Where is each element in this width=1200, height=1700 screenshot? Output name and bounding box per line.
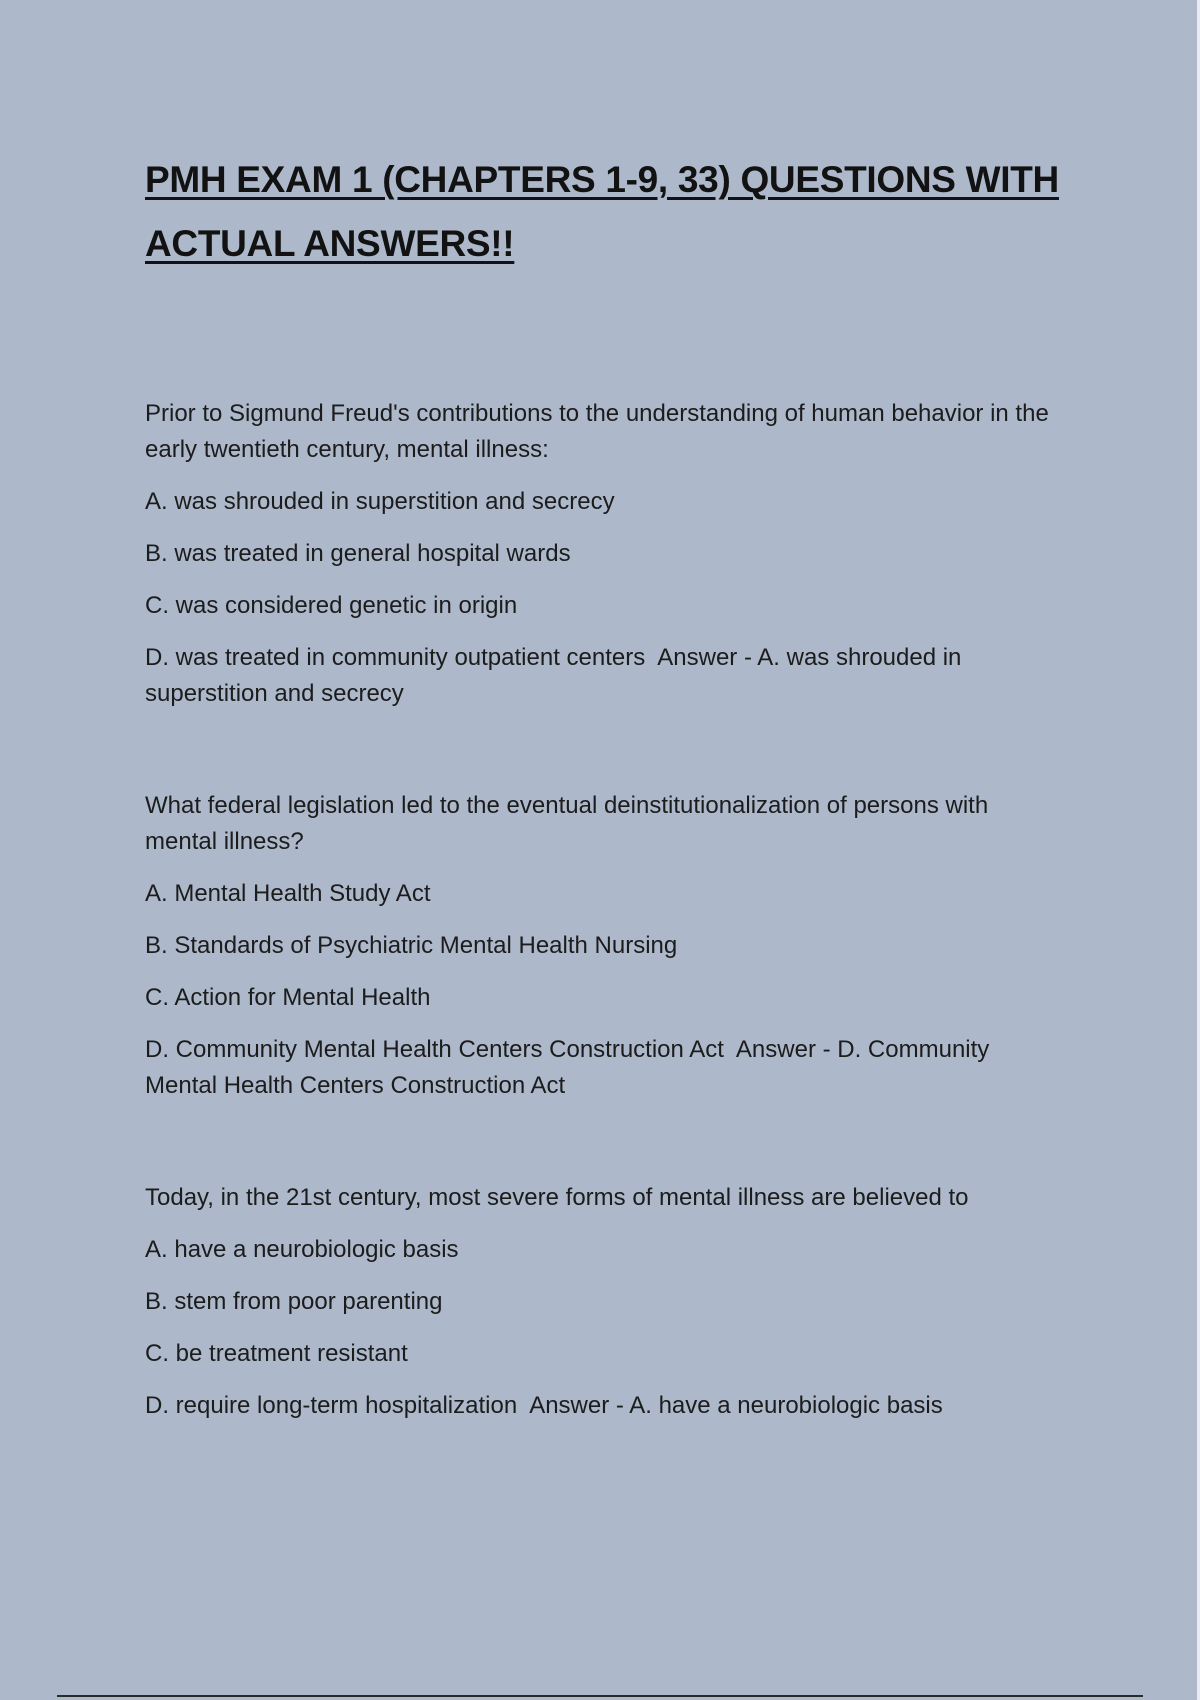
document-title: PMH EXAM 1 (CHAPTERS 1-9, 33) QUESTIONS WITH ACTUAL ANSWERS!!: [145, 159, 1059, 264]
option-a: A. was shrouded in superstition and secrecy: [145, 488, 615, 515]
option-b: B. stem from poor parenting: [145, 1288, 443, 1315]
option-b: B. Standards of Psychiatric Mental Health Nursing: [145, 932, 678, 959]
question-stem: What federal legislation led to the eventual deinstitutionalization of persons with mental illness?: [145, 792, 989, 855]
question-list: [145, 396, 1065, 1500]
page-bottom-rule: [57, 1695, 1143, 1697]
option-d-with-answer: D. require long-term hospitalization Answer - A. have a neurobiologic basis: [145, 1392, 943, 1419]
option-d-with-answer: D. Community Mental Health Centers Construction Act Answer - D. Community Mental Health Centers Construction Act: [145, 1036, 996, 1099]
option-c: C. was considered genetic in origin: [145, 592, 518, 619]
question-stem: Prior to Sigmund Freud's contributions to the understanding of human behavior in the early twentieth century, mental illness:: [145, 400, 1049, 463]
option-b: B. was treated in general hospital wards: [145, 540, 571, 567]
option-a: A. Mental Health Study Act: [145, 880, 431, 907]
question-2: [145, 788, 1065, 1104]
option-a: A. have a neurobiologic basis: [145, 1236, 459, 1263]
question-3: [145, 1180, 1065, 1424]
question-stem: Today, in the 21st century, most severe forms of mental illness are believed to: [145, 1184, 969, 1211]
option-c: C. be treatment resistant: [145, 1340, 408, 1367]
option-d-with-answer: D. was treated in community outpatient centers Answer - A. was shrouded in superstition and secrecy: [145, 644, 969, 707]
option-c: C. Action for Mental Health: [145, 984, 431, 1011]
question-1: [145, 396, 1065, 712]
